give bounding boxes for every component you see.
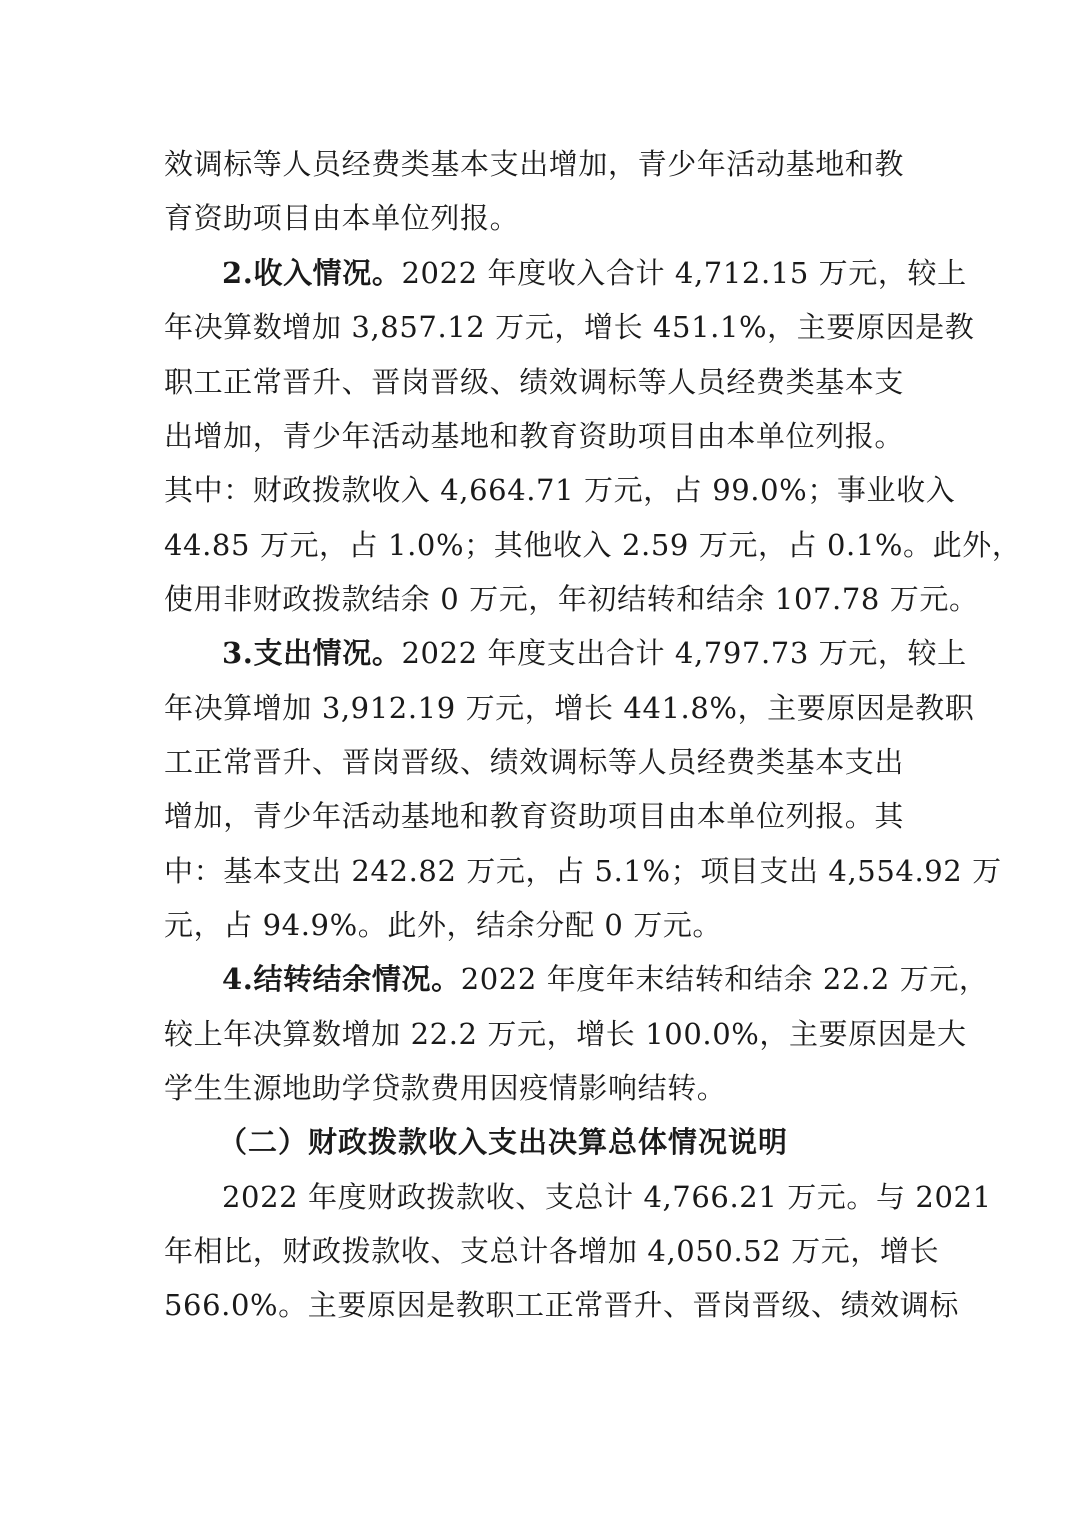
text-line-15: 元，占 94.9%。此外，结余分配 0 万元。 <box>164 908 723 942</box>
text-line-21: 年相比，财政拨款收、支总计各增加 4,050.52 万元，增长 <box>164 1234 940 1268</box>
expense-text: 2022 年度支出合计 4,797.73 万元，较上 <box>401 636 967 670</box>
text-line-4: 年决算数增加 3,857.12 万元，增长 451.1%，主要原因是教 <box>164 310 975 344</box>
text-line-18: 学生生源地助学贷款费用因疫情影响结转。 <box>164 1071 727 1105</box>
text-line-6: 出增加，青少年活动基地和教育资助项目由本单位列报。 <box>164 419 905 453</box>
income-heading: 2.收入情况。 <box>222 256 402 290</box>
income-heading-line <box>222 253 967 293</box>
balance-text: 2022 年度年末结转和结余 22.2 万元， <box>460 962 989 996</box>
balance-heading: 4.结转结余情况。 <box>222 962 461 996</box>
income-text: 2022 年度收入合计 4,712.15 万元，较上 <box>401 256 967 290</box>
text-line-11: 年决算增加 3,912.19 万元，增长 441.8%，主要原因是教职 <box>164 691 975 725</box>
text-line-5: 职工正常晋升、晋岗晋级、绩效调标等人员经费类基本支 <box>164 365 905 399</box>
text-line-20: 2022 年度财政拨款收、支总计 4,766.21 万元。与 2021 <box>222 1180 992 1214</box>
text-line-17: 较上年决算数增加 22.2 万元，增长 100.0%，主要原因是大 <box>164 1017 967 1051</box>
text-line-7: 其中：财政拨款收入 4,664.71 万元，占 99.0%；事业收入 <box>164 473 956 507</box>
text-line-2: 育资助项目由本单位列报。 <box>164 201 520 235</box>
text-line-14: 中：基本支出 242.82 万元，占 5.1%；项目支出 4,554.92 万 <box>164 854 1002 888</box>
text-line-12: 工正常晋升、晋岗晋级、绩效调标等人员经费类基本支出 <box>164 745 905 779</box>
text-line-8: 44.85 万元，占 1.0%；其他收入 2.59 万元，占 0.1%。此外， <box>164 528 1022 562</box>
text-line-1: 效调标等人员经费类基本支出增加，青少年活动基地和教 <box>164 147 905 181</box>
balance-heading-line <box>222 959 989 999</box>
expense-heading-line <box>222 633 967 673</box>
text-line-22: 566.0%。主要原因是教职工正常晋升、晋岗晋级、绩效调标 <box>164 1288 959 1322</box>
section-heading: （二）财政拨款收入支出决算总体情况说明 <box>218 1125 789 1159</box>
text-line-13: 增加，青少年活动基地和教育资助项目由本单位列报。其 <box>164 799 905 833</box>
text-line-9: 使用非财政拨款结余 0 万元，年初结转和结余 107.78 万元。 <box>164 582 979 616</box>
expense-heading: 3.支出情况。 <box>222 636 402 670</box>
